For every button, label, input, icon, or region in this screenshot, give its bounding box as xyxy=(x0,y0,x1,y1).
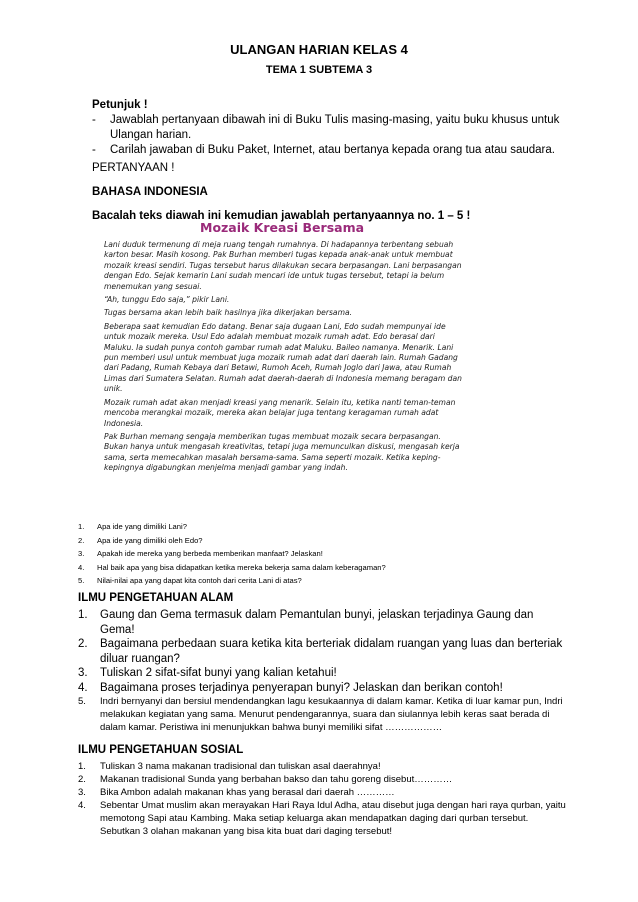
list-item xyxy=(78,695,568,734)
bullet-dash: - xyxy=(92,144,96,156)
question-number: 2. xyxy=(78,774,86,785)
list-item xyxy=(78,681,568,696)
question-number: 1. xyxy=(78,522,85,531)
list-item xyxy=(78,666,568,681)
question-text: Hal baik apa yang bisa didapatkan ketika mereka bekerja sama dalam keberagaman? xyxy=(97,562,386,572)
question-text: Bagaimana proses terjadinya penyerapan bunyi? Jelaskan dan berikan contoh! xyxy=(100,681,503,694)
question-text: Tuliskan 2 sifat-sifat bunyi yang kalian ketahui! xyxy=(100,667,337,679)
question-number: 5. xyxy=(78,576,85,585)
instructions-heading: Petunjuk ! xyxy=(92,99,148,111)
story-title: Mozaik Kreasi Bersama xyxy=(200,220,365,235)
question-text: Nilai-nilai apa yang dapat kita contoh dari cerita Lani di atas? xyxy=(97,576,302,585)
ipa-heading: ILMU PENGETAHUAN ALAM xyxy=(78,592,234,604)
ipa-questions xyxy=(78,608,568,734)
instructions xyxy=(92,98,562,158)
story-paragraph: Tugas bersama akan lebih baik hasilnya jika dikerjakan bersama. xyxy=(104,308,353,318)
question-text: Tuliskan 3 nama makanan tradisional dan tuliskan asal daerahnya! xyxy=(100,761,381,772)
story-paragraph: Pak Burhan memang sengaja memberikan tugas membuat mozaik secara berpasangan. Bukan hanya untuk mengasah kreativitas, tetapi juga memunculkan diskusi, mengasah kerja sama, serta memecahkan masalah bersama-sama. Sama seperti mozaik. Ketika keping-kepingnya digabungkan menjelma menjadi gambar yang indah. xyxy=(104,431,460,473)
instruction-text: Jawablah pertanyaan dibawah ini di Buku Tulis masing-masing, yaitu buku khusus untuk Ulangan harian. xyxy=(110,114,560,141)
instruction-item xyxy=(92,143,562,158)
list-item xyxy=(78,547,558,561)
question-text: Apa ide yang dimiliki oleh Edo? xyxy=(97,535,203,545)
list-item xyxy=(78,760,568,773)
question-number: 4. xyxy=(78,681,88,694)
question-number: 4. xyxy=(78,800,86,811)
question-number: 3. xyxy=(78,667,88,679)
question-text: Sebentar Umat muslim akan merayakan Hari Raya Idul Adha, atau disebut juga dengan hari raya qurban, yaitu memotong Sapi atau Kambing. Maka setiap keluarga akan mendapatkan daging dari qurban tersebut. Sebutkan 3 olahan makanan yang bisa kita buat dari daging tersebut! xyxy=(100,800,566,837)
list-item xyxy=(78,561,558,575)
list-item xyxy=(78,637,568,666)
question-text: Apakah ide mereka yang berbeda memberikan manfaat? Jelaskan! xyxy=(97,549,323,558)
list-item xyxy=(78,574,558,588)
ips-questions xyxy=(78,760,568,838)
bahasa-prompt: Bacalah teks diawah ini kemudian jawablah pertanyaannya no. 1 – 5 ! xyxy=(92,210,471,222)
page-title: ULANGAN HARIAN KELAS 4 xyxy=(230,42,408,57)
list-item xyxy=(78,520,558,534)
story-paragraph: Lani duduk termenung di meja ruang tengah rumahnya. Di hadapannya terbentang sebuah karton besar. Masih kosong. Pak Burhan memberi tugas kepada anak-anak untuk membuat mozaik kreasi sendiri. Tugas tersebut harus dilakukan secara berpasangan. Lani berpasangan dengan Edo. Sejak kemarin Lani sudah mencari ide untuk tugas tersebut, tetapi ia belum menemukan yang sesuai. xyxy=(104,240,462,291)
question-number: 2. xyxy=(78,638,88,650)
story-paragraph: Beberapa saat kemudian Edo datang. Benar saja dugaan Lani, Edo sudah mempunyai ide untuk mozaik mereka. Usul Edo adalah membuat mozaik rumah adat. Edo berasal dari Maluku. Ia sudah punya contoh gambar rumah adat Maluku. Baileo namanya. Menarik. Lani pun memberi usul untuk membuat juga mozaik rumah adat dari daerah lain. Rumah Gadang dari Padang, Rumah Kebaya dari Betawi, Rumoh Aceh, Rumah Joglo dari Jawa, atau Rumah Limas dari Sumatera Selatan. Rumah adat daerah-daerah di Indonesia memang beragam dan unik. xyxy=(104,321,462,394)
bullet-dash: - xyxy=(92,114,96,126)
instruction-item xyxy=(92,113,562,143)
question-number: 2. xyxy=(78,535,85,545)
story-paragraph: “Ah, tunggu Edo saja,” pikir Lani. xyxy=(104,295,230,305)
question-text: Indri bernyanyi dan bersiul mendendangkan lagu kesukaannya di dalam kamar. Ketika di luar kamar pun, Indri melakukan kegiatan yang sama. Menurut pendengarannya, suara dan siulannya lebih keras saat berada di dalam kamar. Peristiwa ini menunjukkan bahwa bunyi memiliki sifat ……………… xyxy=(100,696,563,733)
page-subtitle: TEMA 1 SUBTEMA 3 xyxy=(265,64,373,76)
question-number: 4. xyxy=(78,562,85,572)
question-number: 1. xyxy=(78,609,88,621)
bahasa-heading: BAHASA INDONESIA xyxy=(92,186,208,198)
question-text: Gaung dan Gema termasuk dalam Pemantulan bunyi, jelaskan terjadinya Gaung dan Gema! xyxy=(100,609,534,636)
question-number: 3. xyxy=(78,787,86,798)
question-number: 3. xyxy=(78,549,85,558)
ips-heading: ILMU PENGETAHUAN SOSIAL xyxy=(78,744,244,756)
question-text: Bagaimana perbedaan suara ketika kita berteriak didalam ruangan yang luas dan berteriak diluar ruangan? xyxy=(100,638,563,665)
list-item xyxy=(78,773,568,786)
list-item xyxy=(78,786,568,799)
question-text: Bika Ambon adalah makanan khas yang berasal dari daerah ………… xyxy=(100,787,395,798)
question-number: 1. xyxy=(78,761,86,772)
question-number: 5. xyxy=(78,696,86,707)
story-text xyxy=(104,240,464,477)
list-item xyxy=(78,608,568,637)
question-text: Makanan tradisional Sunda yang berbahan bakso dan tahu goreng disebut………… xyxy=(100,774,453,785)
instruction-text: Carilah jawaban di Buku Paket, Internet, atau bertanya kepada orang tua atau saudara. xyxy=(110,144,555,156)
bahasa-questions xyxy=(78,520,558,588)
question-text: Apa ide yang dimiliki Lani? xyxy=(97,522,187,531)
list-item xyxy=(78,799,568,838)
list-item xyxy=(78,534,558,548)
story-paragraph: Mozaik rumah adat akan menjadi kreasi yang menarik. Selain itu, ketika nanti teman-teman mencoba merangkai mozaik, mereka akan belajar juga tentang keragaman rumah adat Indonesia. xyxy=(104,397,456,428)
questions-label: PERTANYAAN ! xyxy=(92,162,175,174)
